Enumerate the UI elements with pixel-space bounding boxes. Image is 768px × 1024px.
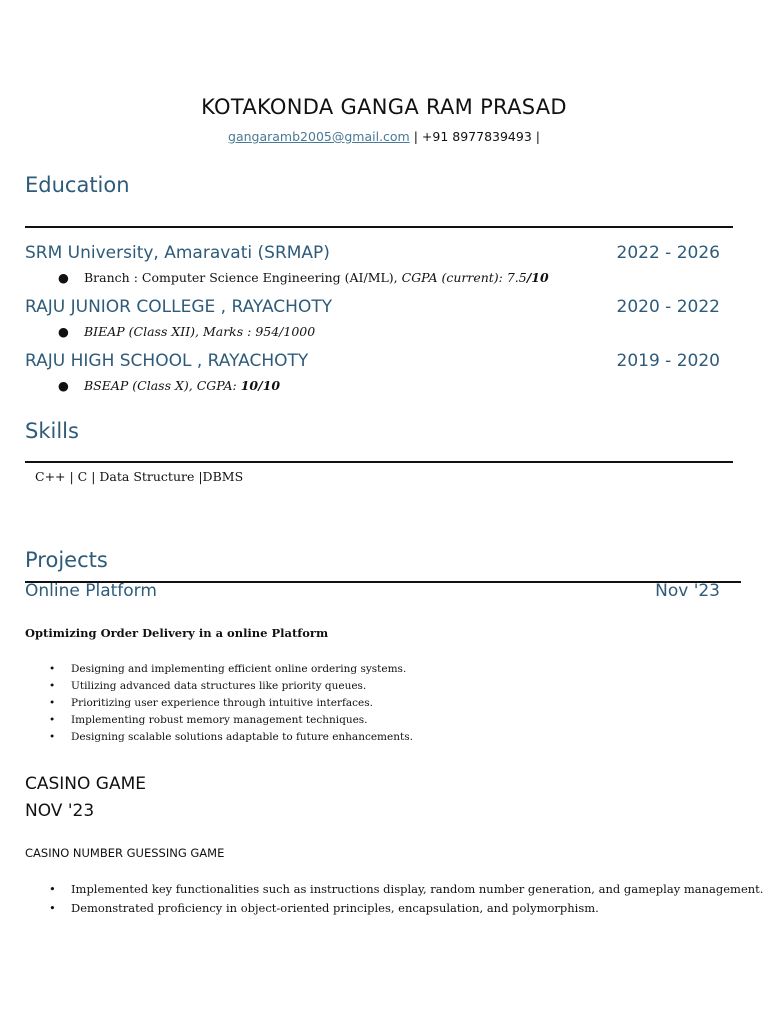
list-item	[25, 729, 413, 746]
project-bullets	[25, 661, 413, 746]
detail-italic: BIEAP (Class XII), Marks : 954/1000	[84, 324, 316, 339]
bullet-icon: •	[49, 731, 56, 743]
education-entry-detail	[58, 378, 280, 393]
education-entry-title: RAJU JUNIOR COLLEGE , RAYACHOTY	[25, 297, 333, 317]
education-entry-detail	[58, 324, 315, 339]
skills-list: C++ | C | Data Structure |DBMS	[35, 469, 244, 484]
list-item	[25, 695, 413, 712]
bullet-icon: •	[49, 680, 56, 692]
detail-bold: /10	[526, 270, 549, 285]
bullet-text: Designing scalable solutions adaptable to future enhancements.	[71, 731, 413, 743]
contact-line	[0, 129, 768, 144]
skills-divider	[25, 461, 733, 463]
bullet-text: Designing and implementing efficient online ordering systems.	[71, 663, 407, 675]
education-entry-dates: 2020 - 2022	[616, 297, 720, 317]
education-heading: Education	[25, 173, 130, 197]
email-link[interactable]: gangaramb2005@gmail.com	[228, 129, 410, 144]
education-entry-detail	[58, 270, 549, 285]
education-entry-title: RAJU HIGH SCHOOL , RAYACHOTY	[25, 351, 309, 371]
project-title: Online Platform	[25, 581, 157, 601]
bullet-text: Utilizing advanced data structures like priority queues.	[71, 680, 367, 692]
candidate-name: KOTAKONDA GANGA RAM PRASAD	[201, 95, 567, 119]
casino-bullets	[25, 880, 763, 918]
education-divider	[25, 226, 733, 228]
list-item	[25, 712, 413, 729]
bullet-icon: •	[49, 901, 56, 915]
detail-text: Branch : Computer Science Engineering (AI/ML),	[84, 270, 402, 285]
bullet-text: Implemented key functionalities such as instructions display, random number generation, and gameplay management.	[71, 882, 764, 896]
education-entry-dates: 2019 - 2020	[616, 351, 720, 371]
detail-italic: CGPA (current): 7.5	[401, 270, 527, 285]
casino-project-title: CASINO GAME	[25, 774, 147, 794]
detail-italic: BSEAP (Class X), CGPA:	[84, 378, 241, 393]
bullet-text: Demonstrated proficiency in object-oriented principles, encapsulation, and polymorphism.	[71, 901, 599, 915]
casino-project-subtitle: CASINO NUMBER GUESSING GAME	[25, 846, 225, 860]
phone-text: | +91 8977839493 |	[409, 129, 540, 144]
bullet-icon: •	[49, 663, 56, 675]
casino-project-date: NOV '23	[25, 801, 95, 821]
project-date: Nov '23	[655, 581, 720, 601]
project-subtitle: Optimizing Order Delivery in a online Platform	[25, 626, 329, 640]
bullet-icon: •	[49, 882, 56, 896]
list-item	[25, 899, 763, 918]
detail-bold: 10/10	[240, 378, 281, 393]
bullet-icon: ●	[58, 324, 69, 339]
bullet-text: Prioritizing user experience through intuitive interfaces.	[71, 697, 373, 709]
bullet-icon: •	[49, 697, 56, 709]
list-item	[25, 661, 413, 678]
bullet-icon: ●	[58, 378, 69, 393]
bullet-text: Implementing robust memory management techniques.	[71, 714, 368, 726]
projects-heading: Projects	[25, 548, 108, 572]
education-entry-title: SRM University, Amaravati (SRMAP)	[25, 243, 330, 263]
list-item	[25, 880, 763, 899]
bullet-icon: •	[49, 714, 56, 726]
education-entry-dates: 2022 - 2026	[616, 243, 720, 263]
bullet-icon: ●	[58, 270, 69, 285]
skills-heading: Skills	[25, 419, 79, 443]
list-item	[25, 678, 413, 695]
